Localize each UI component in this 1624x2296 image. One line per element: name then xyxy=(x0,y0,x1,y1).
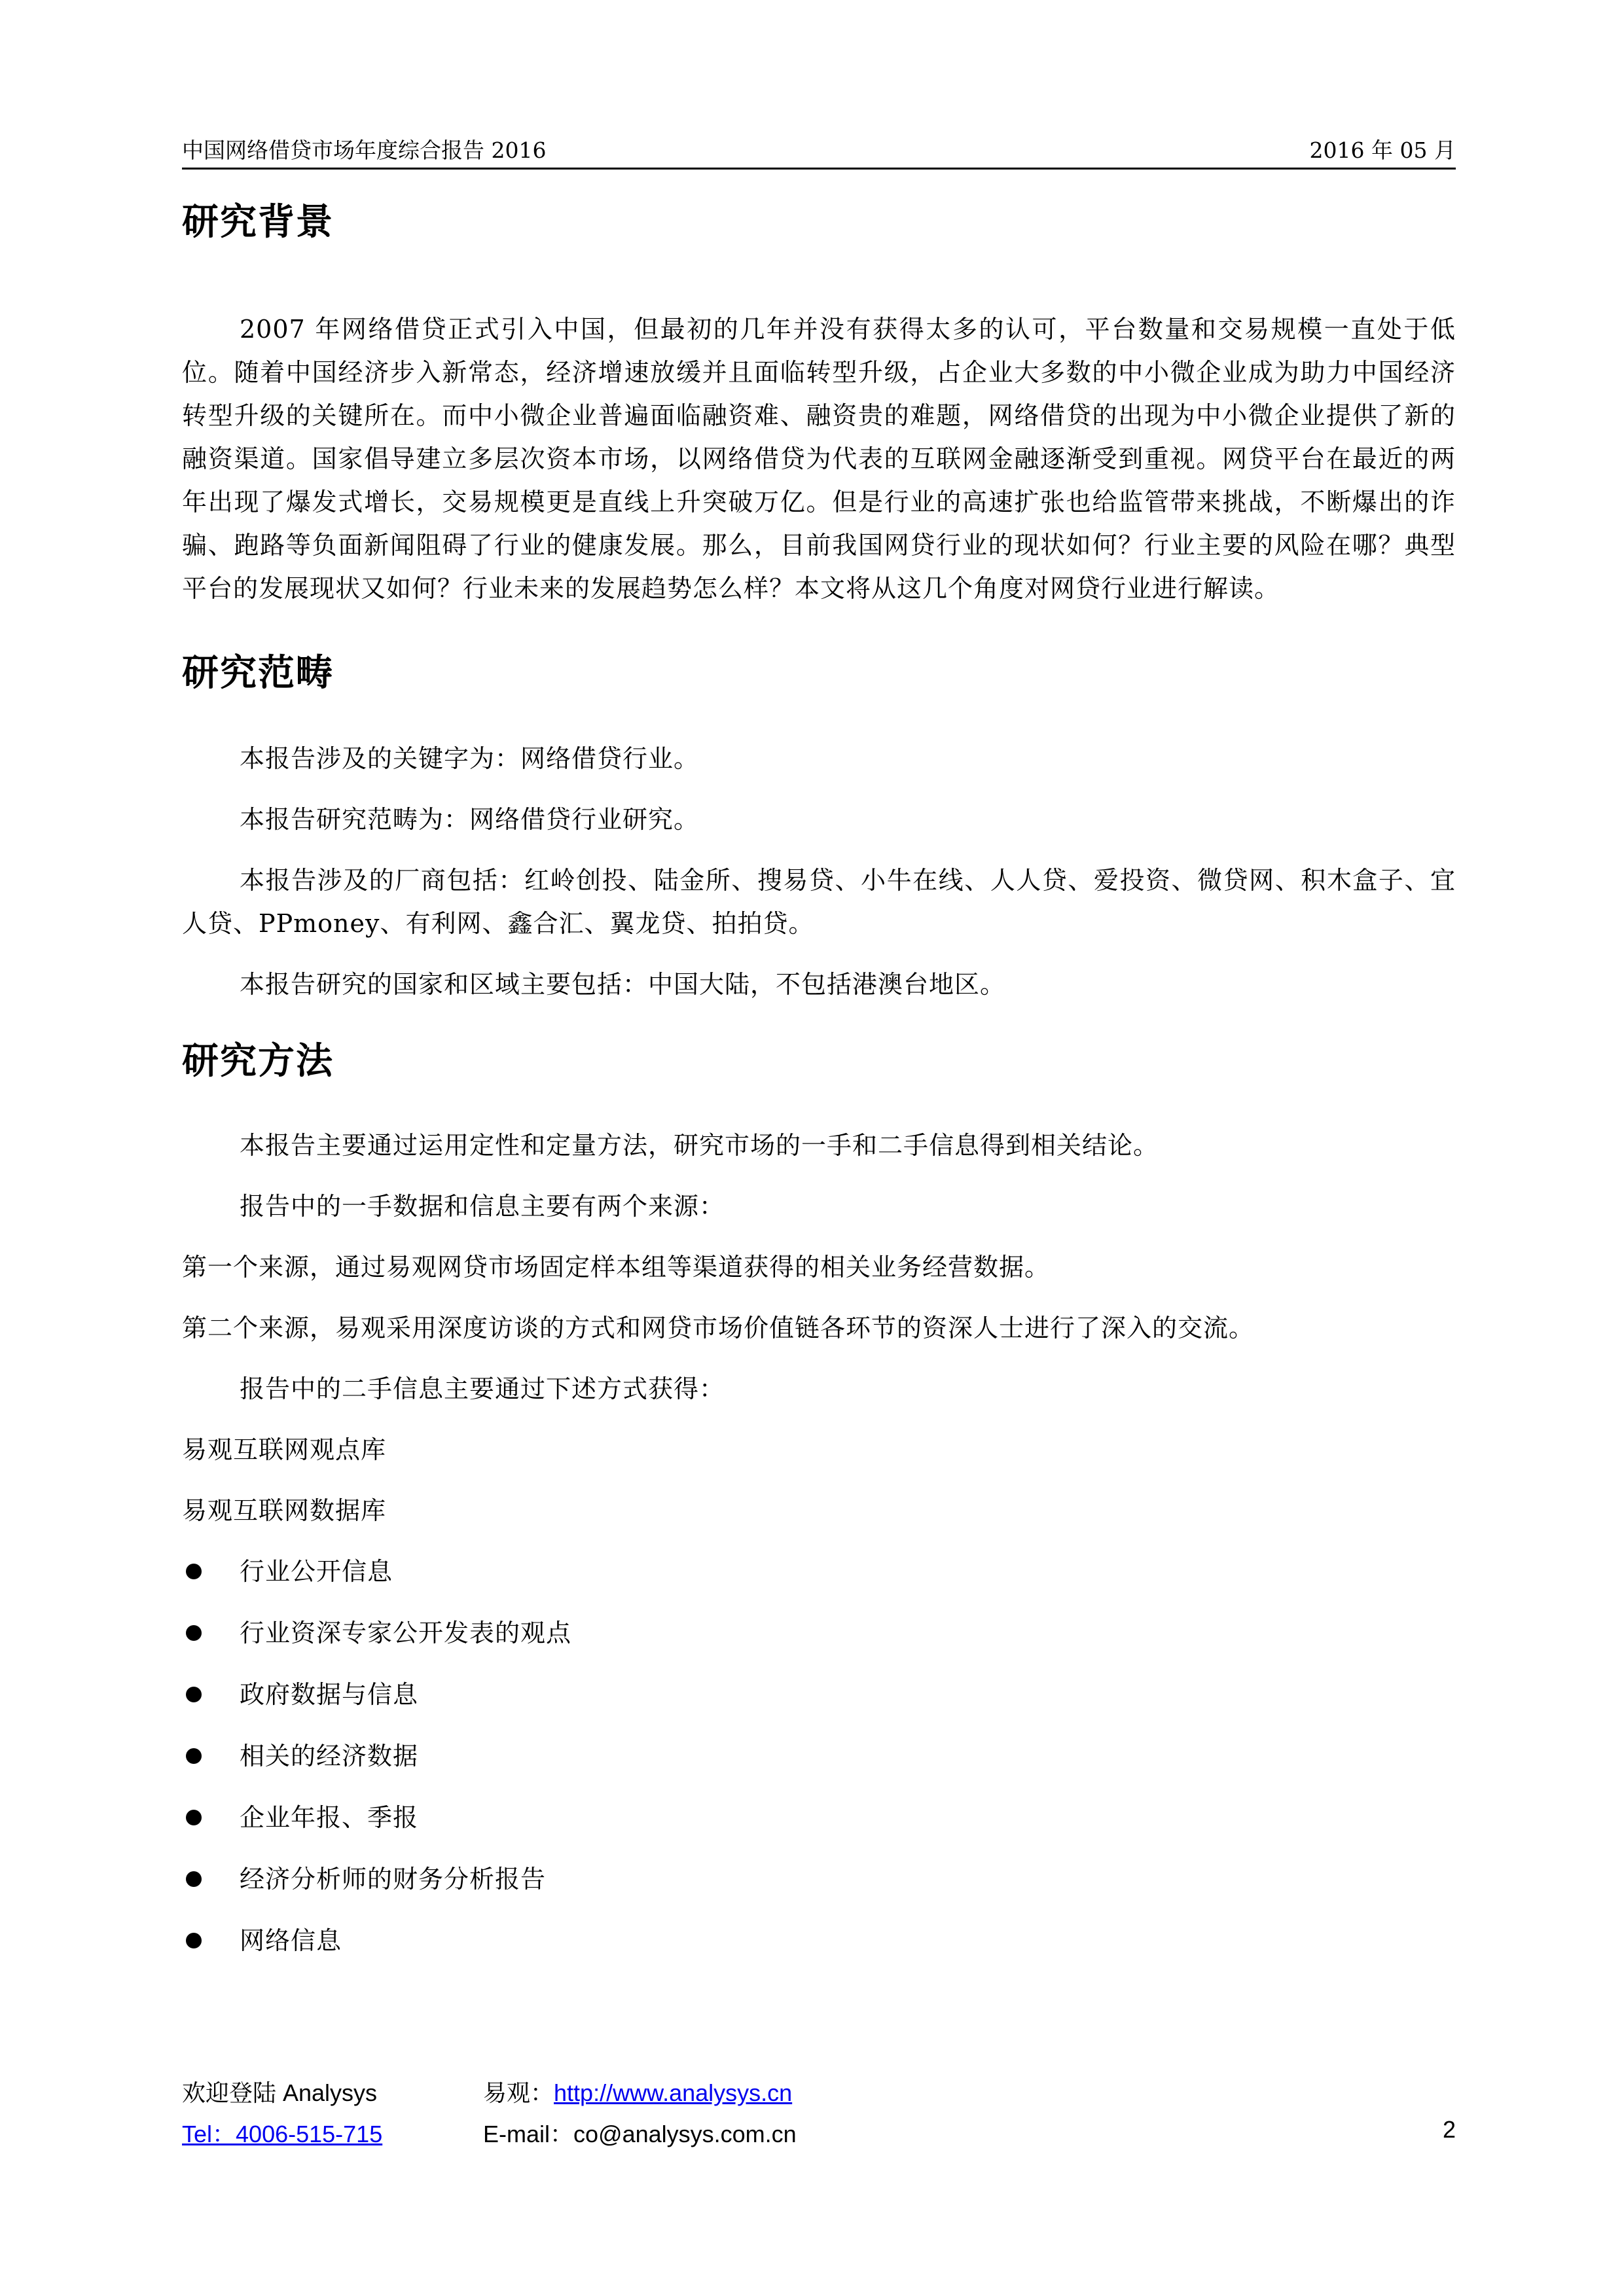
scope-vendors: 本报告涉及的厂商包括：红岭创投、陆金所、搜易贷、小牛在线、人人贷、爱投资、微贷网、积木盒子、宜人贷、PPmoney、有利网、鑫合汇、翼龙贷、拍拍贷。 xyxy=(182,866,1456,938)
page-header xyxy=(182,128,1456,170)
list-item-text: 网络信息 xyxy=(240,1926,342,1955)
background-paragraph: 2007 年网络借贷正式引入中国，但最初的几年并没有获得太多的认可，平台数量和交易规模一直处于低位。随着中国经济步入新常态，经济增速放缓并且面临转型升级，占企业大多数的中小微企业成为助力中国经济转型升级的关键所在。而中小微企业普遍面临融资难、融资贵的难题，网络借贷的出现为中小微企业提供了新的融资渠道。国家倡导建立多层次资本市场，以网络借贷为代表的互联网金融逐渐受到重视。网贷平台在最近的两年出现了爆发式增长，交易规模更是直线上升突破万亿。但是行业的高速扩张也给监管带来挑战，不断爆出的诈骗、跑路等负面新闻阻碍了行业的健康发展。那么，目前我国网贷行业的现状如何？行业主要的风险在哪？典型平台的发展现状又如何？行业未来的发展趋势怎么样？本文将从这几个角度对网贷行业进行解读。 xyxy=(182,315,1456,603)
method-db-2: 易观互联网数据库 xyxy=(182,1496,387,1525)
footer-email: E-mail：co@analysys.com.cn xyxy=(483,2121,797,2147)
list-item-text: 相关的经济数据 xyxy=(240,1742,419,1770)
method-source-1: 第一个来源，通过易观网贷市场固定样本组等渠道获得的相关业务经营数据。 xyxy=(182,1253,1051,1282)
list-item-text: 政府数据与信息 xyxy=(240,1680,419,1709)
list-item xyxy=(182,1611,1456,1655)
bullet-icon xyxy=(186,1748,202,1764)
list-item xyxy=(182,1673,1456,1716)
list-item-text: 经济分析师的财务分析报告 xyxy=(240,1865,547,1893)
spacer xyxy=(182,1088,1456,1124)
method-db-1: 易观互联网观点库 xyxy=(182,1435,387,1464)
page-number: 2 xyxy=(1442,2116,1456,2143)
bullet-icon xyxy=(186,1625,202,1641)
heading-method: 研究方法 xyxy=(182,1040,334,1083)
method-secondary-intro: 报告中的二手信息主要通过下述方式获得： xyxy=(240,1374,725,1403)
spacer xyxy=(182,1024,1456,1035)
method-source-2: 第二个来源，易观采用深度访谈的方式和网贷市场价值链各环节的资深人士进行了深入的交流。 xyxy=(182,1314,1255,1342)
list-item xyxy=(182,1857,1456,1901)
heading-scope: 研究范畴 xyxy=(182,652,334,694)
bullet-icon xyxy=(186,1810,202,1825)
scope-category: 本报告研究范畴为：网络借贷行业研究。 xyxy=(240,805,700,834)
list-item xyxy=(182,1550,1456,1593)
spacer xyxy=(182,249,1456,308)
scope-keywords: 本报告涉及的关键字为：网络借贷行业。 xyxy=(240,744,700,773)
footer-site-link[interactable]: http://www.analysys.cn xyxy=(554,2079,793,2106)
secondary-sources-list xyxy=(182,1550,1456,1962)
method-primary-intro: 报告中的一手数据和信息主要有两个来源： xyxy=(240,1192,725,1221)
page-footer xyxy=(182,2075,1456,2173)
method-intro: 本报告主要通过运用定性和定量方法，研究市场的一手和二手信息得到相关结论。 xyxy=(240,1131,1159,1160)
footer-site-label: 易观： xyxy=(483,2079,554,2106)
list-item xyxy=(182,1919,1456,1962)
list-item-text: 企业年报、季报 xyxy=(240,1803,419,1832)
header-title: 中国网络借贷市场年度综合报告 2016 xyxy=(182,137,547,163)
list-item-text: 行业公开信息 xyxy=(240,1557,393,1586)
footer-welcome: 欢迎登陆 Analysys xyxy=(182,2079,378,2106)
list-item-text: 行业资深专家公开发表的观点 xyxy=(240,1619,572,1647)
header-date: 2016 年 05 月 xyxy=(1309,137,1456,163)
bullet-icon xyxy=(186,1687,202,1702)
bullet-icon xyxy=(186,1564,202,1579)
footer-tel-link[interactable]: Tel：4006-515-715 xyxy=(182,2121,383,2147)
bullet-icon xyxy=(186,1933,202,1948)
list-item xyxy=(182,1734,1456,1778)
scope-region: 本报告研究的国家和区域主要包括：中国大陆，不包括港澳台地区。 xyxy=(240,970,1006,999)
footer-site xyxy=(483,2075,792,2108)
page-content xyxy=(182,196,1456,1981)
list-item xyxy=(182,1796,1456,1839)
spacer xyxy=(182,610,1456,647)
spacer xyxy=(182,700,1456,737)
heading-background: 研究背景 xyxy=(182,201,334,243)
bullet-icon xyxy=(186,1871,202,1887)
